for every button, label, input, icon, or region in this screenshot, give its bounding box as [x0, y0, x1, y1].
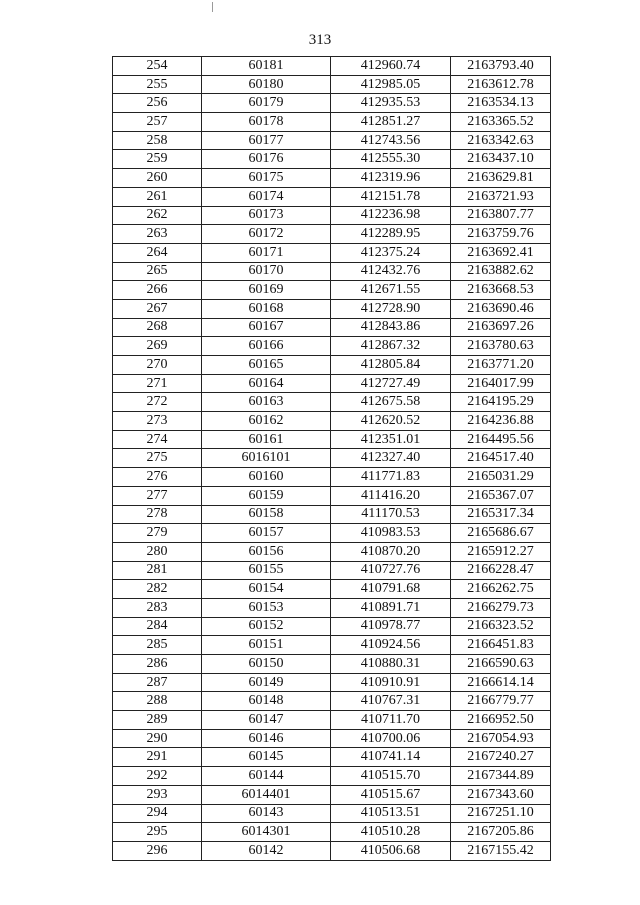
- table-row: [113, 580, 551, 599]
- point-id-cell: 60161: [202, 430, 331, 449]
- x-coordinate-cell: 411416.20: [331, 486, 451, 505]
- point-id-cell: 60172: [202, 225, 331, 244]
- table-row: [113, 75, 551, 94]
- table-row: [113, 486, 551, 505]
- x-coordinate-cell: 412743.56: [331, 131, 451, 150]
- point-index-cell: 279: [113, 524, 202, 543]
- x-coordinate-cell: 412727.49: [331, 374, 451, 393]
- x-coordinate-cell: 412960.74: [331, 57, 451, 76]
- y-coordinate-cell: 2164495.56: [451, 430, 551, 449]
- point-index-cell: 289: [113, 711, 202, 730]
- x-coordinate-cell: 410700.06: [331, 729, 451, 748]
- point-index-cell: 278: [113, 505, 202, 524]
- x-coordinate-cell: 410870.20: [331, 542, 451, 561]
- table-row: [113, 393, 551, 412]
- point-id-cell: 60160: [202, 468, 331, 487]
- point-index-cell: 286: [113, 655, 202, 674]
- table-row: [113, 374, 551, 393]
- point-index-cell: 258: [113, 131, 202, 150]
- point-id-cell: 60153: [202, 598, 331, 617]
- point-index-cell: 293: [113, 785, 202, 804]
- y-coordinate-cell: 2163771.20: [451, 356, 551, 375]
- y-coordinate-cell: 2167205.86: [451, 823, 551, 842]
- y-coordinate-cell: 2166614.14: [451, 673, 551, 692]
- table-row: [113, 131, 551, 150]
- y-coordinate-cell: 2163721.93: [451, 187, 551, 206]
- table-row: [113, 113, 551, 132]
- point-index-cell: 290: [113, 729, 202, 748]
- x-coordinate-cell: 412805.84: [331, 356, 451, 375]
- table-row: [113, 767, 551, 786]
- point-id-cell: 60170: [202, 262, 331, 281]
- point-id-cell: 60144: [202, 767, 331, 786]
- point-id-cell: 6016101: [202, 449, 331, 468]
- y-coordinate-cell: 2166262.75: [451, 580, 551, 599]
- y-coordinate-cell: 2163534.13: [451, 94, 551, 113]
- x-coordinate-cell: 412867.32: [331, 337, 451, 356]
- x-coordinate-cell: 412289.95: [331, 225, 451, 244]
- x-coordinate-cell: 411170.53: [331, 505, 451, 524]
- point-index-cell: 265: [113, 262, 202, 281]
- point-index-cell: 287: [113, 673, 202, 692]
- table-row: [113, 449, 551, 468]
- y-coordinate-cell: 2167054.93: [451, 729, 551, 748]
- point-id-cell: 60165: [202, 356, 331, 375]
- table-row: [113, 785, 551, 804]
- x-coordinate-cell: 412432.76: [331, 262, 451, 281]
- point-id-cell: 60156: [202, 542, 331, 561]
- point-id-cell: 6014301: [202, 823, 331, 842]
- table-row: [113, 356, 551, 375]
- table-row: [113, 430, 551, 449]
- point-index-cell: 261: [113, 187, 202, 206]
- table-row: [113, 94, 551, 113]
- table-row: [113, 225, 551, 244]
- x-coordinate-cell: 412327.40: [331, 449, 451, 468]
- point-index-cell: 276: [113, 468, 202, 487]
- table-row: [113, 187, 551, 206]
- point-index-cell: 255: [113, 75, 202, 94]
- point-id-cell: 60159: [202, 486, 331, 505]
- y-coordinate-cell: 2166952.50: [451, 711, 551, 730]
- x-coordinate-cell: 410767.31: [331, 692, 451, 711]
- x-coordinate-cell: 410924.56: [331, 636, 451, 655]
- x-coordinate-cell: 410727.76: [331, 561, 451, 580]
- y-coordinate-cell: 2163692.41: [451, 243, 551, 262]
- x-coordinate-cell: 410515.70: [331, 767, 451, 786]
- point-index-cell: 288: [113, 692, 202, 711]
- y-coordinate-cell: 2165317.34: [451, 505, 551, 524]
- y-coordinate-cell: 2167240.27: [451, 748, 551, 767]
- point-index-cell: 291: [113, 748, 202, 767]
- y-coordinate-cell: 2163882.62: [451, 262, 551, 281]
- x-coordinate-cell: 410910.91: [331, 673, 451, 692]
- point-id-cell: 60181: [202, 57, 331, 76]
- point-index-cell: 269: [113, 337, 202, 356]
- x-coordinate-cell: 410880.31: [331, 655, 451, 674]
- x-coordinate-cell: 412555.30: [331, 150, 451, 169]
- point-index-cell: 267: [113, 299, 202, 318]
- x-coordinate-cell: 412851.27: [331, 113, 451, 132]
- table-row: [113, 804, 551, 823]
- table-row: [113, 57, 551, 76]
- x-coordinate-cell: 410513.51: [331, 804, 451, 823]
- x-coordinate-cell: 410791.68: [331, 580, 451, 599]
- y-coordinate-cell: 2165686.67: [451, 524, 551, 543]
- point-id-cell: 60176: [202, 150, 331, 169]
- table-row: [113, 412, 551, 431]
- table-row: [113, 617, 551, 636]
- x-coordinate-cell: 412675.58: [331, 393, 451, 412]
- table-row: [113, 524, 551, 543]
- y-coordinate-cell: 2163612.78: [451, 75, 551, 94]
- point-index-cell: 263: [113, 225, 202, 244]
- y-coordinate-cell: 2165031.29: [451, 468, 551, 487]
- y-coordinate-cell: 2167343.60: [451, 785, 551, 804]
- point-index-cell: 272: [113, 393, 202, 412]
- point-index-cell: 280: [113, 542, 202, 561]
- point-id-cell: 60154: [202, 580, 331, 599]
- point-index-cell: 270: [113, 356, 202, 375]
- table-row: [113, 636, 551, 655]
- point-id-cell: 60158: [202, 505, 331, 524]
- point-id-cell: 60162: [202, 412, 331, 431]
- point-id-cell: 60142: [202, 841, 331, 860]
- table-row: [113, 542, 551, 561]
- x-coordinate-cell: 411771.83: [331, 468, 451, 487]
- x-coordinate-cell: 410510.28: [331, 823, 451, 842]
- x-coordinate-cell: 412351.01: [331, 430, 451, 449]
- y-coordinate-cell: 2167251.10: [451, 804, 551, 823]
- y-coordinate-cell: 2165912.27: [451, 542, 551, 561]
- y-coordinate-cell: 2166323.52: [451, 617, 551, 636]
- point-id-cell: 60174: [202, 187, 331, 206]
- y-coordinate-cell: 2163759.76: [451, 225, 551, 244]
- point-id-cell: 60179: [202, 94, 331, 113]
- table-row: [113, 598, 551, 617]
- y-coordinate-cell: 2166590.63: [451, 655, 551, 674]
- y-coordinate-cell: 2163668.53: [451, 281, 551, 300]
- point-id-cell: 60180: [202, 75, 331, 94]
- page-number: 313: [308, 32, 332, 48]
- point-index-cell: 275: [113, 449, 202, 468]
- point-id-cell: 60155: [202, 561, 331, 580]
- point-index-cell: 264: [113, 243, 202, 262]
- point-id-cell: 60168: [202, 299, 331, 318]
- y-coordinate-cell: 2166279.73: [451, 598, 551, 617]
- table-row: [113, 823, 551, 842]
- y-coordinate-cell: 2163342.63: [451, 131, 551, 150]
- x-coordinate-cell: 410891.71: [331, 598, 451, 617]
- x-coordinate-cell: 412985.05: [331, 75, 451, 94]
- point-index-cell: 271: [113, 374, 202, 393]
- x-coordinate-cell: 410506.68: [331, 841, 451, 860]
- y-coordinate-cell: 2163690.46: [451, 299, 551, 318]
- coordinates-table-body: [113, 57, 551, 861]
- point-id-cell: 60143: [202, 804, 331, 823]
- point-index-cell: 262: [113, 206, 202, 225]
- x-coordinate-cell: 412319.96: [331, 169, 451, 188]
- point-id-cell: 60148: [202, 692, 331, 711]
- point-index-cell: 273: [113, 412, 202, 431]
- x-coordinate-cell: 410978.77: [331, 617, 451, 636]
- y-coordinate-cell: 2164195.29: [451, 393, 551, 412]
- point-index-cell: 266: [113, 281, 202, 300]
- y-coordinate-cell: 2163697.26: [451, 318, 551, 337]
- point-index-cell: 254: [113, 57, 202, 76]
- y-coordinate-cell: 2164017.99: [451, 374, 551, 393]
- table-row: [113, 748, 551, 767]
- point-id-cell: 60163: [202, 393, 331, 412]
- x-coordinate-cell: 412935.53: [331, 94, 451, 113]
- x-coordinate-cell: 412236.98: [331, 206, 451, 225]
- point-id-cell: 60171: [202, 243, 331, 262]
- x-coordinate-cell: 412375.24: [331, 243, 451, 262]
- point-id-cell: 6014401: [202, 785, 331, 804]
- table-row: [113, 150, 551, 169]
- point-index-cell: 274: [113, 430, 202, 449]
- y-coordinate-cell: 2167155.42: [451, 841, 551, 860]
- x-coordinate-cell: 412151.78: [331, 187, 451, 206]
- point-id-cell: 60145: [202, 748, 331, 767]
- table-row: [113, 692, 551, 711]
- table-row: [113, 841, 551, 860]
- table-row: [113, 729, 551, 748]
- table-row: [113, 243, 551, 262]
- point-id-cell: 60169: [202, 281, 331, 300]
- y-coordinate-cell: 2166779.77: [451, 692, 551, 711]
- point-index-cell: 292: [113, 767, 202, 786]
- point-id-cell: 60149: [202, 673, 331, 692]
- point-id-cell: 60147: [202, 711, 331, 730]
- point-id-cell: 60167: [202, 318, 331, 337]
- y-coordinate-cell: 2163780.63: [451, 337, 551, 356]
- x-coordinate-cell: 412671.55: [331, 281, 451, 300]
- point-id-cell: 60157: [202, 524, 331, 543]
- point-index-cell: 285: [113, 636, 202, 655]
- x-coordinate-cell: 412843.86: [331, 318, 451, 337]
- scan-mark: [212, 2, 213, 12]
- point-id-cell: 60164: [202, 374, 331, 393]
- table-row: [113, 655, 551, 674]
- point-id-cell: 60152: [202, 617, 331, 636]
- table-row: [113, 299, 551, 318]
- point-index-cell: 260: [113, 169, 202, 188]
- table-row: [113, 318, 551, 337]
- y-coordinate-cell: 2164236.88: [451, 412, 551, 431]
- x-coordinate-cell: 410515.67: [331, 785, 451, 804]
- point-index-cell: 256: [113, 94, 202, 113]
- table-row: [113, 505, 551, 524]
- point-index-cell: 259: [113, 150, 202, 169]
- y-coordinate-cell: 2163807.77: [451, 206, 551, 225]
- point-index-cell: 268: [113, 318, 202, 337]
- coordinates-table: [112, 56, 551, 861]
- point-index-cell: 294: [113, 804, 202, 823]
- point-id-cell: 60150: [202, 655, 331, 674]
- table-row: [113, 468, 551, 487]
- table-row: [113, 206, 551, 225]
- point-id-cell: 60146: [202, 729, 331, 748]
- point-index-cell: 284: [113, 617, 202, 636]
- table-row: [113, 561, 551, 580]
- y-coordinate-cell: 2163629.81: [451, 169, 551, 188]
- x-coordinate-cell: 410711.70: [331, 711, 451, 730]
- point-index-cell: 277: [113, 486, 202, 505]
- y-coordinate-cell: 2164517.40: [451, 449, 551, 468]
- y-coordinate-cell: 2167344.89: [451, 767, 551, 786]
- table-row: [113, 673, 551, 692]
- point-id-cell: 60173: [202, 206, 331, 225]
- x-coordinate-cell: 412728.90: [331, 299, 451, 318]
- point-index-cell: 282: [113, 580, 202, 599]
- y-coordinate-cell: 2163365.52: [451, 113, 551, 132]
- table-row: [113, 281, 551, 300]
- table-row: [113, 262, 551, 281]
- x-coordinate-cell: 410983.53: [331, 524, 451, 543]
- point-id-cell: 60175: [202, 169, 331, 188]
- table-row: [113, 711, 551, 730]
- x-coordinate-cell: 412620.52: [331, 412, 451, 431]
- y-coordinate-cell: 2166451.83: [451, 636, 551, 655]
- y-coordinate-cell: 2166228.47: [451, 561, 551, 580]
- x-coordinate-cell: 410741.14: [331, 748, 451, 767]
- y-coordinate-cell: 2163437.10: [451, 150, 551, 169]
- y-coordinate-cell: 2163793.40: [451, 57, 551, 76]
- point-index-cell: 283: [113, 598, 202, 617]
- table-row: [113, 169, 551, 188]
- point-id-cell: 60151: [202, 636, 331, 655]
- table-row: [113, 337, 551, 356]
- y-coordinate-cell: 2165367.07: [451, 486, 551, 505]
- point-id-cell: 60177: [202, 131, 331, 150]
- point-index-cell: 257: [113, 113, 202, 132]
- point-id-cell: 60166: [202, 337, 331, 356]
- point-index-cell: 295: [113, 823, 202, 842]
- point-id-cell: 60178: [202, 113, 331, 132]
- point-index-cell: 281: [113, 561, 202, 580]
- point-index-cell: 296: [113, 841, 202, 860]
